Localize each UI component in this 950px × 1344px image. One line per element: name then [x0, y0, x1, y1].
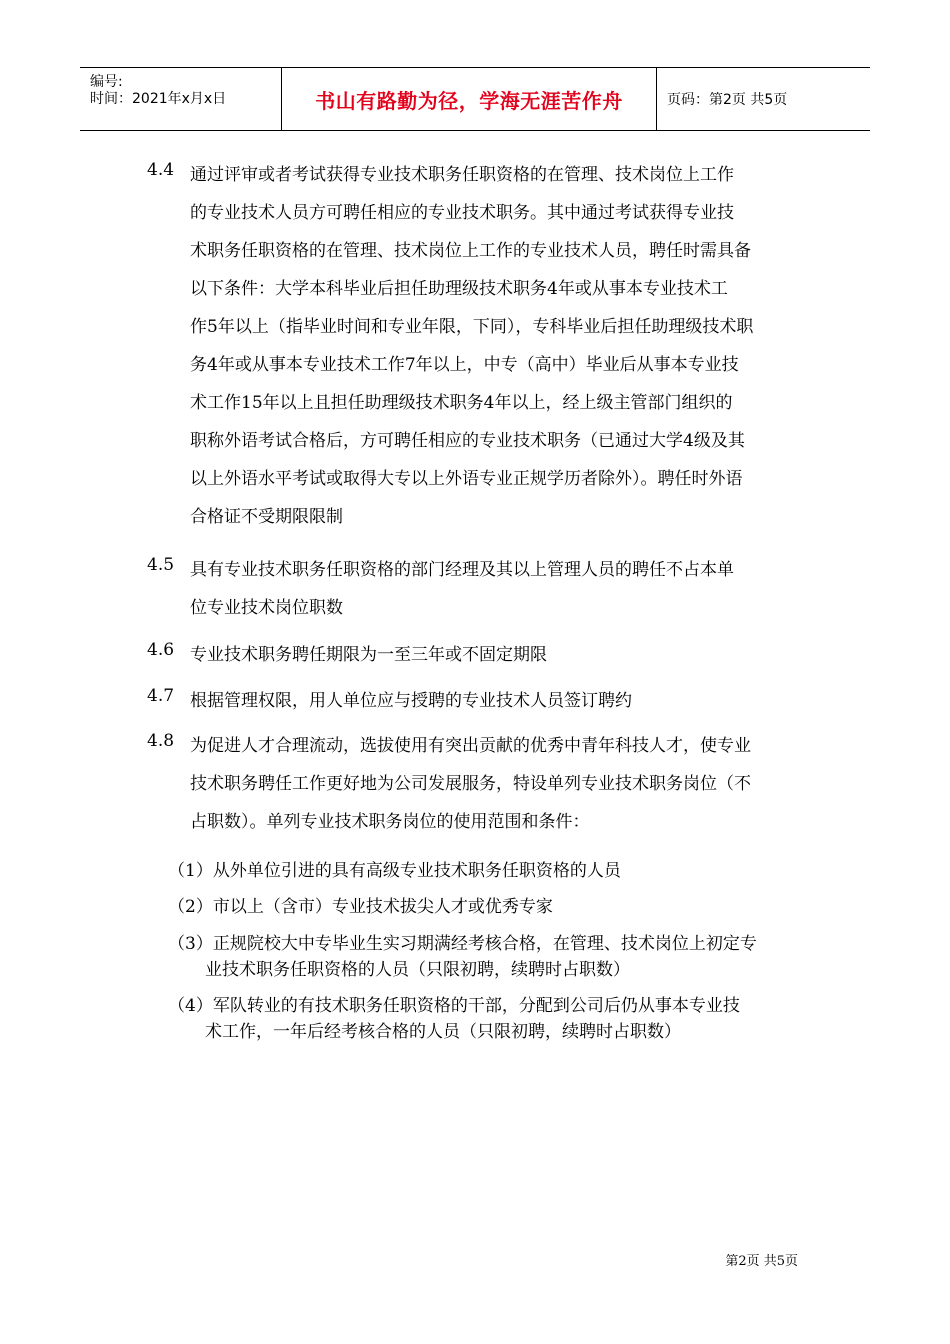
section-line: 作5年以上（指毕业时间和专业年限，下同），专科毕业后担任助理级技术职 [190, 317, 754, 337]
list-item: （4）军队转业的有技术职务任职资格的干部，分配到公司后仍从事本专业技 [168, 996, 740, 1016]
section-number: 4.8 [147, 731, 175, 751]
header-page-info: 页码：第2页 共5页 [667, 92, 788, 108]
list-item: （1）从外单位引进的具有高级专业技术职务任职资格的人员 [168, 861, 621, 881]
header-page-cell [657, 68, 870, 130]
section-line: 以上外语水平考试或取得大专以上外语专业正规学历者除外）。聘任时外语 [190, 469, 743, 489]
header-meta [80, 68, 281, 130]
section-line: 职称外语考试合格后，方可聘任相应的专业技术职务（已通过大学4级及其 [190, 431, 745, 451]
section-line: 技术职务聘任工作更好地为公司发展服务，特设单列专业技术职务岗位（不 [190, 774, 751, 794]
document-header [80, 67, 870, 131]
section-line: 术工作15年以上且担任助理级技术职务4年以上，经上级主管部门组织的 [190, 393, 733, 413]
page-footer: 第2页 共5页 [725, 1254, 798, 1269]
section-line: 以下条件：大学本科毕业后担任助理级技术职务4年或从事本专业技术工 [190, 279, 728, 299]
section-line: 合格证不受期限限制 [190, 507, 343, 527]
list-item-continuation: 术工作，一年后经考核合格的人员（只限初聘，续聘时占职数） [205, 1022, 681, 1042]
serial-label: 编号: [90, 74, 123, 90]
section-line: 的专业技术人员方可聘任相应的专业技术职务。其中通过考试获得专业技 [190, 203, 734, 223]
motto-text: 书山有路勤为径，学海无涯苦作舟 [315, 88, 623, 113]
section-number: 4.7 [147, 686, 175, 706]
section-line: 专业技术职务聘任期限为一至三年或不固定期限 [190, 645, 547, 665]
section-line: 为促进人才合理流动，选拔使用有突出贡献的优秀中青年科技人才，使专业 [190, 736, 751, 756]
section-number: 4.5 [147, 555, 175, 575]
time-label: 时间：2021年x月x日 [90, 91, 227, 107]
section-line: 位专业技术岗位职数 [190, 598, 343, 618]
section-line: 占职数）。单列专业技术职务岗位的使用范围和条件： [190, 812, 590, 832]
section-number: 4.4 [147, 160, 175, 180]
list-item: （3）正规院校大中专毕业生实习期满经考核合格，在管理、技术岗位上初定专 [168, 934, 757, 954]
list-item-continuation: 业技术职务任职资格的人员（只限初聘，续聘时占职数） [205, 960, 630, 980]
section-number: 4.6 [147, 640, 175, 660]
header-motto-cell [281, 68, 657, 130]
list-item: （2）市以上（含市）专业技术拔尖人才或优秀专家 [168, 897, 553, 917]
section-line: 根据管理权限，用人单位应与授聘的专业技术人员签订聘约 [190, 691, 632, 711]
section-line: 具有专业技术职务任职资格的部门经理及其以上管理人员的聘任不占本单 [190, 560, 734, 580]
section-line: 术职务任职资格的在管理、技术岗位上工作的专业技术人员，聘任时需具备 [190, 241, 751, 261]
section-line: 务4年或从事本专业技术工作7年以上，中专（高中）毕业后从事本专业技 [190, 355, 739, 375]
section-line: 通过评审或者考试获得专业技术职务任职资格的在管理、技术岗位上工作 [190, 165, 734, 185]
